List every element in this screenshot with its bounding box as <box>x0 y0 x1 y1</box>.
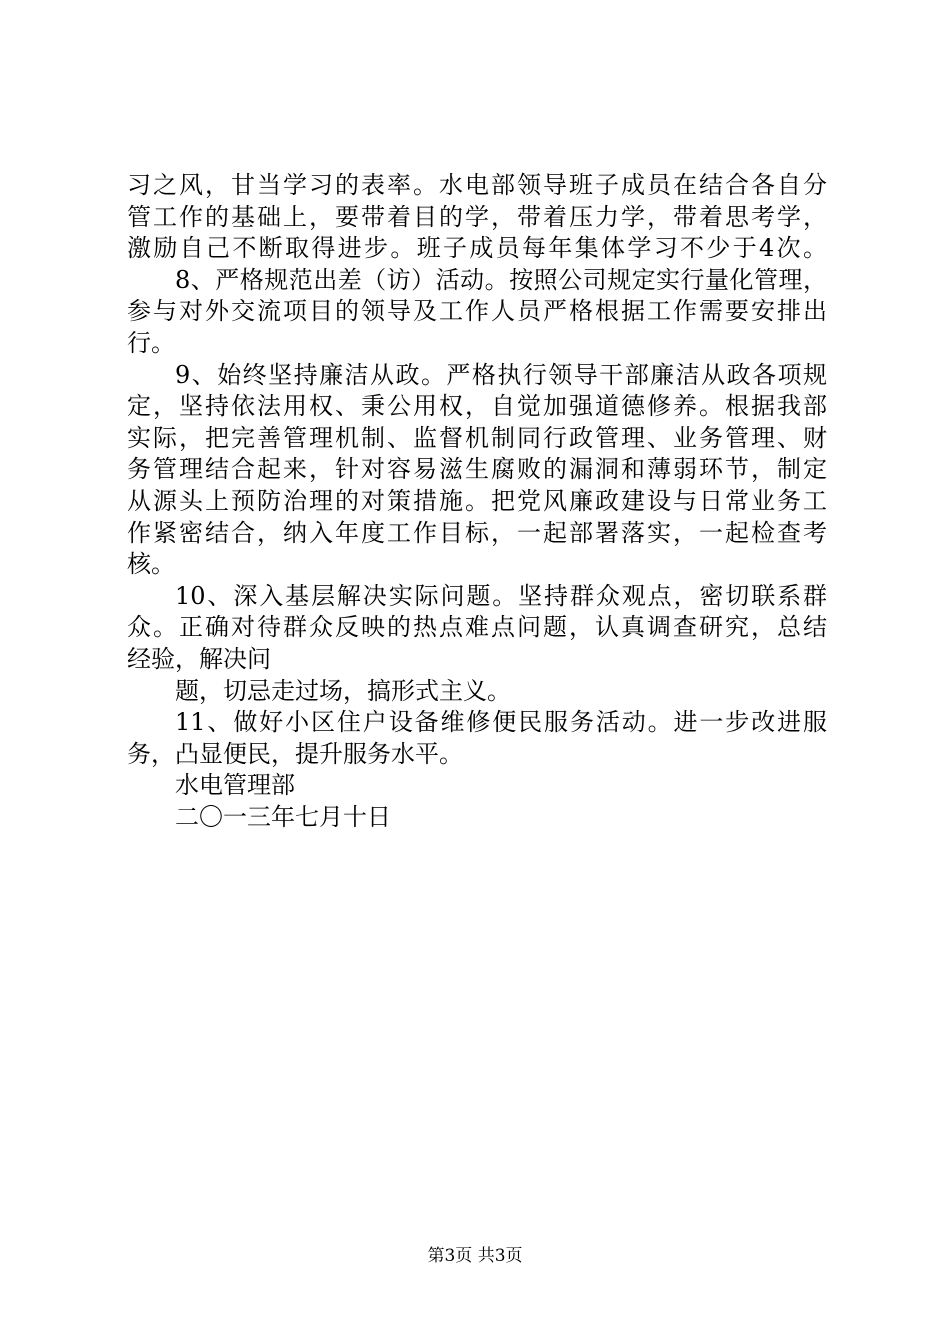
page-footer: 第3页 共3页 <box>427 1246 523 1266</box>
text-line: 激励自己不断取得进步。班子成员每年集体学习不少于4次。 <box>127 234 827 263</box>
text-line: 9、始终坚持廉洁从政。严格执行领导干部廉洁从政各项规 <box>175 360 827 389</box>
document-body <box>127 170 827 833</box>
text-line: 经验，解决问 <box>127 644 271 673</box>
text-line: 水电管理部 <box>175 771 295 800</box>
text-line: 务管理结合起来，针对容易滋生腐败的漏洞和薄弱环节，制定 <box>127 455 827 484</box>
text-line: 习之风，甘当学习的表率。水电部领导班子成员在结合各自分 <box>127 171 827 199</box>
text-line: 从源头上预防治理的对策措施。把党风廉政建设与日常业务工 <box>127 486 827 515</box>
text-line: 10、深入基层解决实际问题。坚持群众观点，密切联系群 <box>175 581 827 610</box>
text-line: 8、严格规范出差（访）活动。按照公司规定实行量化管理， <box>175 265 827 294</box>
text-line: 题，切忌走过场，搞形式主义。 <box>175 676 511 705</box>
text-line: 作紧密结合，纳入年度工作目标，一起部署落实，一起检查考 <box>127 518 827 547</box>
text-line: 11、做好小区住户设备维修便民服务活动。进一步改进服 <box>175 708 827 737</box>
text-line: 管工作的基础上，要带着目的学，带着压力学，带着思考学， <box>127 202 827 231</box>
text-line: 实际，把完善管理机制、监督机制同行政管理、业务管理、财 <box>127 423 827 452</box>
text-line: 二〇一三年七月十日 <box>175 802 391 831</box>
text-line: 参与对外交流项目的领导及工作人员严格根据工作需要安排出 <box>127 297 827 326</box>
text-line: 核。 <box>127 550 175 579</box>
text-line: 务，凸显便民，提升服务水平。 <box>127 739 463 768</box>
text-line: 定，坚持依法用权、秉公用权，自觉加强道德修养。根据我部 <box>127 392 827 421</box>
text-line: 众。正确对待群众反映的热点难点问题，认真调查研究，总结 <box>127 613 827 642</box>
text-line: 行。 <box>127 328 175 357</box>
